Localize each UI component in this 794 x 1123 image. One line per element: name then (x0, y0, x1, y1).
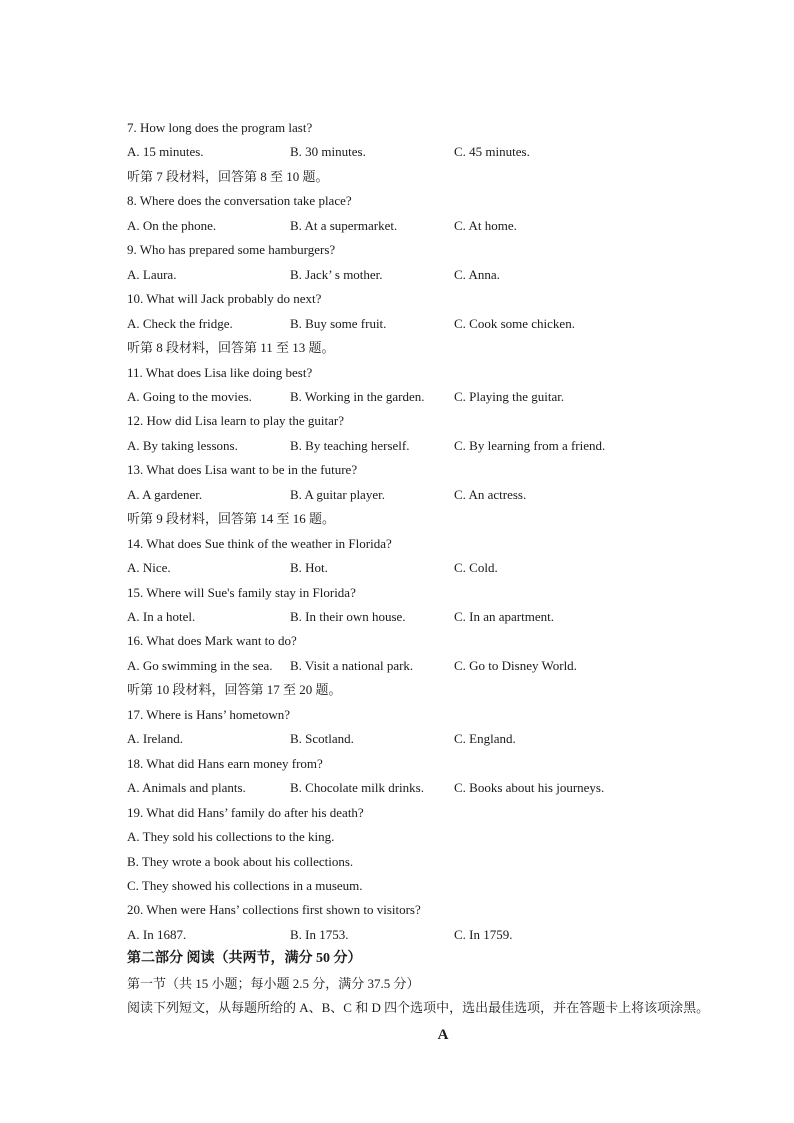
question-text: 7. How long does the program last? (127, 120, 313, 135)
option-a: A. Nice. (127, 560, 171, 576)
instruction-text: 听第 10 段材料，回答第 17 至 20 题。 (127, 682, 342, 698)
option-b: B. Buy some fruit. (290, 315, 387, 331)
option-b: B. In 1753. (290, 926, 349, 942)
question-text: 19. What did Hans’ family do after his death? (127, 804, 364, 820)
option-a: A. By taking lessons. (127, 437, 238, 453)
option-a: A. Going to the movies. (127, 388, 252, 404)
instruction-text: B. They wrote a book about his collections. (127, 853, 354, 869)
option-c: C. By learning from a friend. (454, 437, 606, 453)
option-a: A. In 1687. (127, 926, 187, 942)
question-text: 20. When were Hans’ collections first shown to visitors? (127, 902, 421, 918)
option-c: C. Go to Disney World. (454, 657, 577, 673)
question-text: 12. How did Lisa learn to play the guitar? (127, 413, 344, 429)
option-b: B. By teaching herself. (290, 437, 410, 453)
option-c: C. 45 minutes. (454, 144, 530, 160)
option-b: B. Scotland. (290, 731, 354, 747)
option-b: B. At a supermarket. (290, 217, 398, 233)
option-c: C. Cold. (454, 560, 498, 576)
option-a: A. Check the fridge. (127, 315, 233, 331)
option-b: B. Jack’ s mother. (290, 266, 383, 282)
option-b: B. In their own house. (290, 609, 406, 624)
question-text: 11. What does Lisa like doing best? (127, 364, 313, 380)
option-c: C. Cook some chicken. (454, 315, 575, 331)
option-b: B. Hot. (290, 560, 328, 576)
option-b: B. 30 minutes. (290, 144, 366, 160)
instruction-text: 听第 9 段材料，回答第 14 至 16 题。 (127, 511, 336, 527)
question-text: 10. What will Jack probably do next? (127, 291, 322, 307)
question-text: 17. Where is Hans’ hometown? (127, 706, 291, 722)
instruction-text: A. They sold his collections to the king. (127, 829, 335, 845)
question-text: 9. Who has prepared some hamburgers? (127, 242, 336, 258)
instruction-text: C. They showed his collections in a museum. (127, 877, 363, 893)
option-c: C. At home. (454, 217, 517, 233)
question-text: 13. What does Lisa want to be in the future? (127, 462, 358, 478)
option-a: A. 15 minutes. (127, 144, 204, 160)
question-text: 18. What did Hans earn money from? (127, 755, 323, 771)
option-a: A. Laura. (127, 266, 177, 282)
question-text: 8. Where does the conversation take place? (127, 193, 352, 209)
option-c: C. In 1759. (454, 926, 513, 942)
instruction-text: 阅读下列短文，从每题所给的 A、B、C 和 D 四个选项中，选出最佳选项，并在答题卡上将该项涂黑。 (127, 1000, 710, 1016)
option-a: A. Ireland. (127, 731, 183, 747)
question-text: 15. Where will Sue's family stay in Florida? (127, 584, 356, 600)
option-c: C. Books about his journeys. (454, 780, 605, 796)
option-c: C. Anna. (454, 266, 500, 282)
option-c: C. In an apartment. (454, 609, 554, 624)
instruction-text: 听第 8 段材料，回答第 11 至 13 题。 (127, 340, 335, 356)
option-a: A. In a hotel. (127, 609, 196, 624)
option-b: B. A guitar player. (290, 486, 385, 502)
section-letter-a: A (437, 1026, 449, 1043)
section-heading: 第二部分 阅读（共两节，满分 50 分） (127, 951, 362, 967)
option-a: A. Animals and plants. (127, 780, 246, 796)
question-text: 16. What does Mark want to do? (127, 633, 297, 649)
option-a: A. Go swimming in the sea. (127, 657, 273, 673)
option-b: B. Working in the garden. (290, 388, 425, 404)
option-c: C. An actress. (454, 486, 527, 502)
question-text: 14. What does Sue think of the weather in Florida? (127, 535, 392, 551)
option-c: C. Playing the guitar. (454, 388, 565, 404)
option-b: B. Chocolate milk drinks. (290, 780, 424, 796)
option-a: A. A gardener. (127, 486, 203, 502)
option-c: C. England. (454, 731, 516, 747)
instruction-text: 第一节（共 15 小题；每小题 2.5 分，满分 37.5 分） (127, 975, 420, 991)
option-a: A. On the phone. (127, 217, 217, 233)
instruction-text: 听第 7 段材料，回答第 8 至 10 题。 (127, 168, 329, 184)
option-b: B. Visit a national park. (290, 657, 414, 673)
